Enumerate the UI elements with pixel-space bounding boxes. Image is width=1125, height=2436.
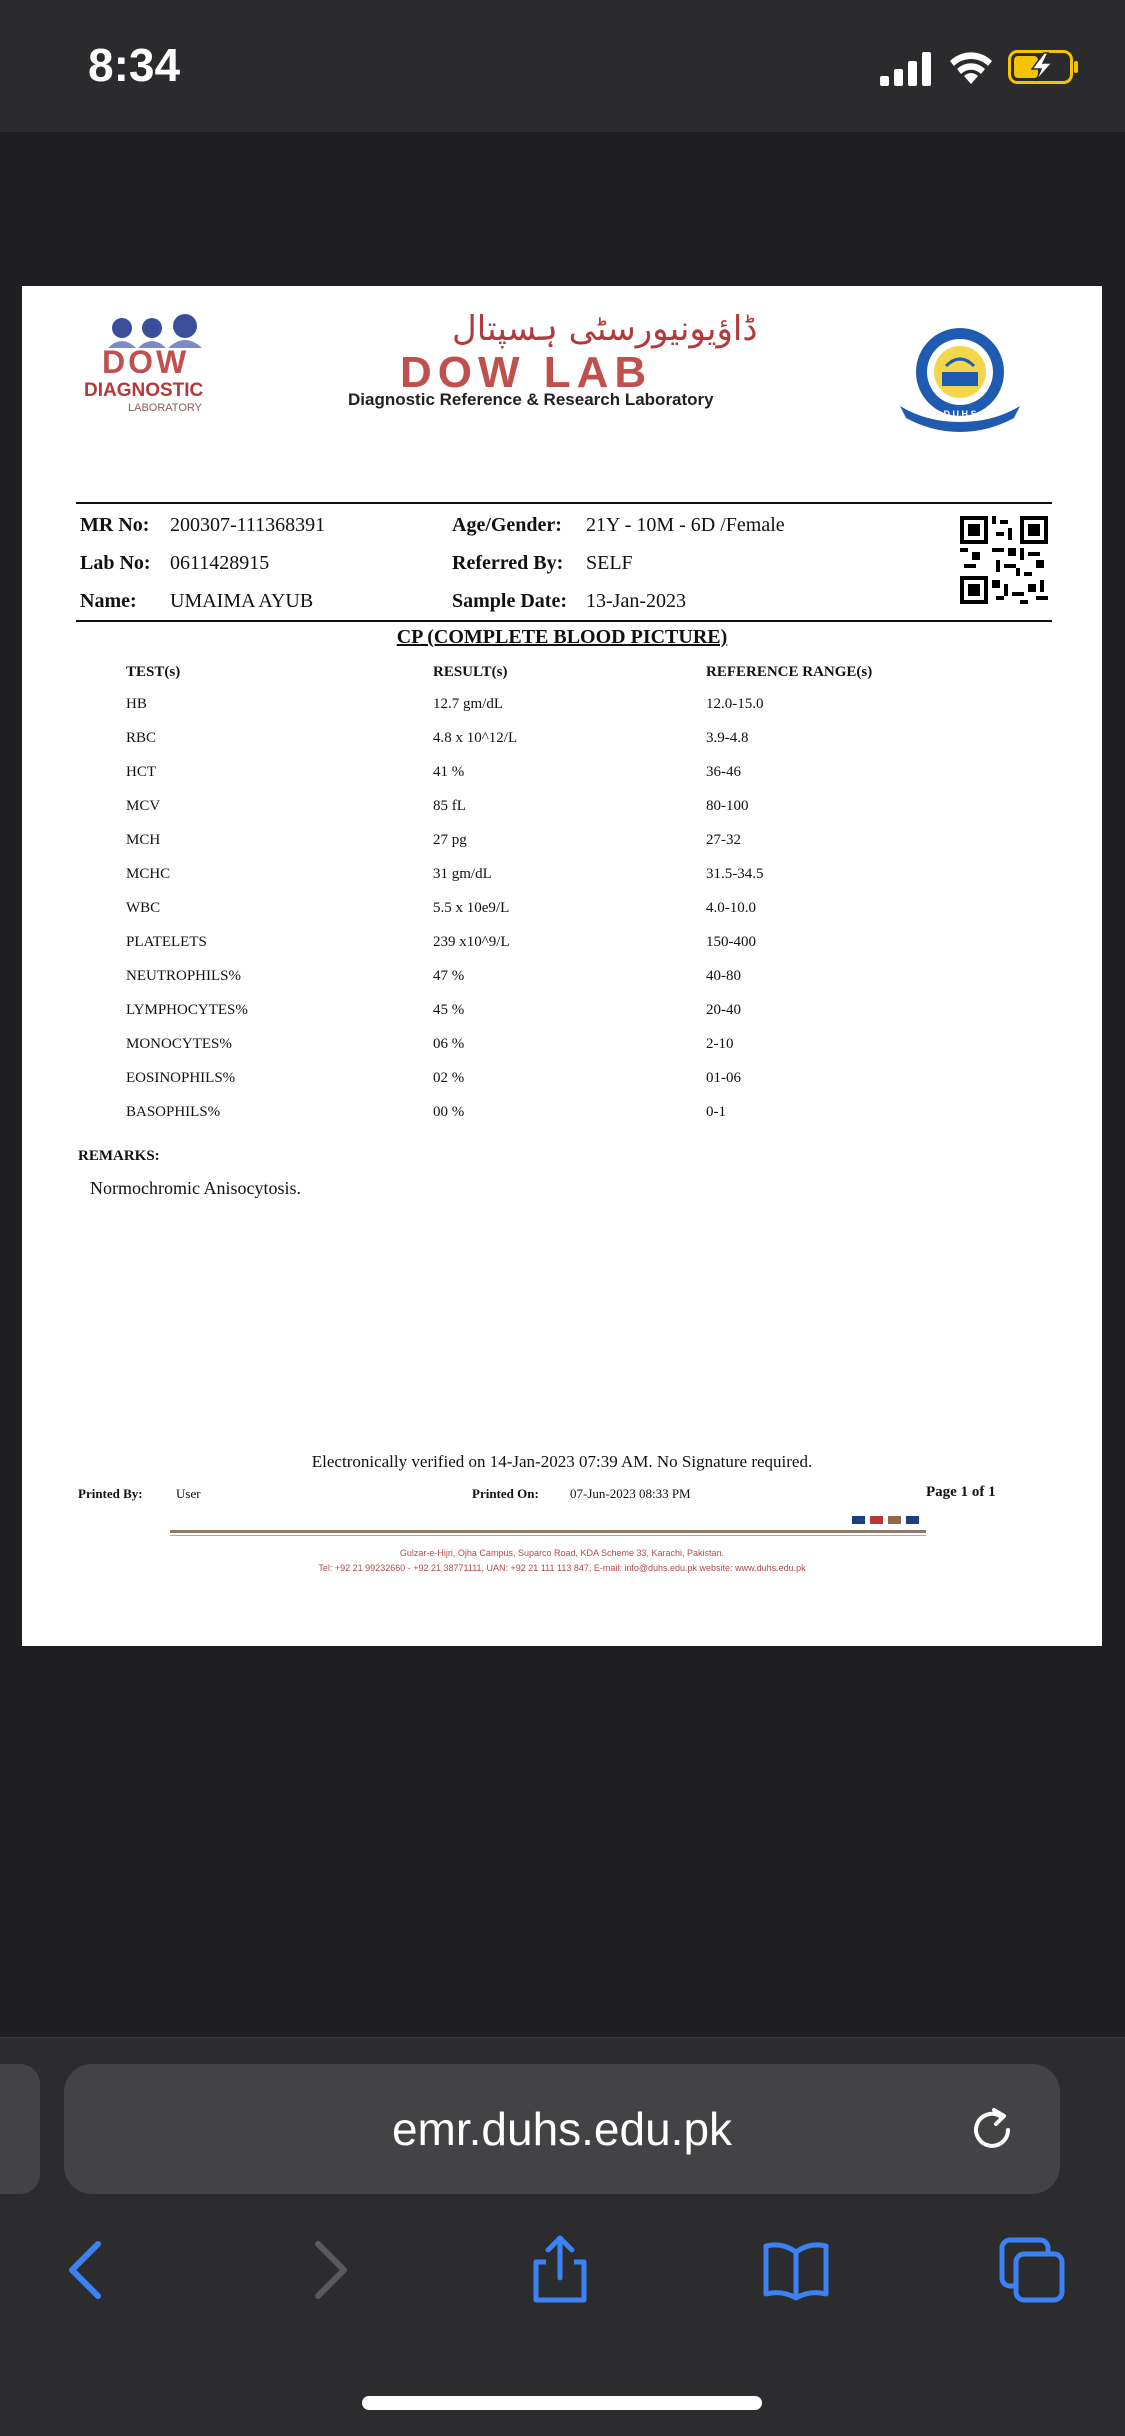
status-bar [0, 0, 1125, 132]
printed-by-label: Printed By: [78, 1486, 143, 1501]
lab-number: 0611428915 [170, 552, 270, 574]
previous-tab-peek[interactable] [0, 2064, 40, 2194]
test-result: 06 % [433, 1036, 465, 1052]
column-header-test: TEST(s) [126, 664, 181, 680]
tabs-icon[interactable] [996, 2234, 1068, 2306]
battery-charging-icon [1008, 50, 1080, 84]
test-name: BASOPHILS% [126, 1104, 221, 1120]
age-gender-value: 21Y - 10M - 6D /Female [586, 514, 785, 536]
test-range: 40-80 [706, 968, 741, 984]
test-range: 4.0-10.0 [706, 900, 756, 916]
mr-number: 200307-111368391 [170, 514, 326, 536]
seal-text: D.U.H.S [943, 409, 977, 419]
footer-address [22, 1546, 1102, 1576]
back-icon[interactable] [52, 2234, 124, 2306]
footer-square [888, 1516, 901, 1524]
status-time: 8:34 [88, 39, 181, 91]
test-result: 02 % [433, 1070, 465, 1086]
table-row [22, 968, 1102, 1002]
printed-on-label: Printed On: [472, 1486, 539, 1501]
test-range: 27-32 [706, 832, 741, 848]
table-row [22, 1002, 1102, 1036]
address-line: Gulzar-e-Hijri, Ojha Campus, Suparco Road, KDA Scheme 33, Karachi, Pakistan. [399, 1548, 725, 1558]
test-name: NEUTROPHILS% [126, 968, 241, 984]
wifi-icon [948, 48, 994, 86]
test-result: 5.5 x 10e9/L [433, 900, 510, 916]
test-range: 3.9-4.8 [706, 730, 749, 746]
footer-rule [170, 1530, 926, 1533]
table-row [22, 730, 1102, 764]
lab-report-page [22, 286, 1102, 1646]
column-header-range: REFERENCE RANGE(s) [706, 664, 873, 680]
test-range: 0-1 [706, 1104, 726, 1120]
table-row [22, 934, 1102, 968]
test-result: 239 x10^9/L [433, 934, 510, 950]
test-result: 00 % [433, 1104, 465, 1120]
table-row [22, 1070, 1102, 1104]
test-result: 47 % [433, 968, 465, 984]
test-name: MCV [126, 798, 161, 814]
footer-square [906, 1516, 919, 1524]
header-rule [76, 502, 1052, 504]
test-range: 12.0-15.0 [706, 696, 764, 712]
footer-square [852, 1516, 865, 1524]
test-name: LYMPHOCYTES% [126, 1002, 248, 1018]
logo-diagnostic-text: DIAGNOSTIC [84, 380, 204, 401]
table-row [22, 1104, 1102, 1138]
report-title: CP (COMPLETE BLOOD PICTURE) [396, 626, 728, 648]
home-indicator[interactable] [362, 2396, 762, 2410]
test-result: 45 % [433, 1002, 465, 1018]
age-gender-label: Age/Gender: [452, 514, 562, 536]
bookmarks-icon[interactable] [760, 2234, 832, 2306]
test-range: 01-06 [706, 1070, 741, 1086]
brand-subtitle: Diagnostic Reference & Research Laboratory [348, 390, 714, 409]
test-range: 80-100 [706, 798, 749, 814]
lab-label: Lab No: [80, 552, 151, 574]
test-name: HB [126, 696, 147, 712]
referred-by-label: Referred By: [452, 552, 564, 574]
share-icon[interactable] [524, 2234, 596, 2306]
mr-label: MR No: [80, 514, 150, 536]
footer-rule-thin [170, 1535, 926, 1536]
cellular-signal-icon [880, 52, 934, 86]
contact-line: Tel: +92 21 99232660 - +92 21 38771111, UAN: +92 21 111 113 847, E-mail: info@duhs.edu.pk website: www.duhs.edu.pk [318, 1563, 806, 1573]
table-row [22, 900, 1102, 934]
test-range: 31.5-34.5 [706, 866, 764, 882]
dow-diagnostic-logo [80, 314, 230, 424]
test-name: MCHC [126, 866, 171, 882]
test-result: 85 fL [433, 798, 466, 814]
test-name: HCT [126, 764, 156, 780]
printed-on-value: 07-Jun-2023 08:33 PM [570, 1486, 691, 1501]
name-label: Name: [80, 590, 137, 612]
logo-dow-text: DOW [102, 344, 190, 380]
qr-code [960, 516, 1048, 604]
printed-by-value: User [176, 1486, 201, 1501]
url-text[interactable]: emr.duhs.edu.pk [391, 2103, 733, 2155]
test-range: 2-10 [706, 1036, 734, 1052]
test-name: RBC [126, 730, 157, 746]
verification-note: Electronically verified on 14-Jan-2023 07:39 AM. No Signature required. [311, 1452, 813, 1471]
forward-icon[interactable] [292, 2234, 364, 2306]
test-result: 4.8 x 10^12/L [433, 730, 518, 746]
table-row [22, 696, 1102, 730]
test-name: WBC [126, 900, 161, 916]
patient-name: UMAIMA AYUB [170, 590, 314, 612]
remarks-label: REMARKS: [78, 1148, 160, 1164]
test-range: 150-400 [706, 934, 756, 950]
remarks-text: Normochromic Anisocytosis. [90, 1178, 301, 1198]
test-result: 27 pg [433, 832, 467, 848]
test-range: 36-46 [706, 764, 741, 780]
table-row [22, 764, 1102, 798]
urdu-title: ڈاؤیونیورسٹی ہسپتال [452, 309, 758, 349]
test-name: MONOCYTES% [126, 1036, 232, 1052]
browser-toolbar [0, 2037, 1125, 2436]
test-result: 12.7 gm/dL [433, 696, 503, 712]
test-name: PLATELETS [126, 934, 207, 950]
info-rule [76, 620, 1052, 622]
referred-by-value: SELF [586, 552, 633, 574]
test-name: EOSINOPHILS% [126, 1070, 236, 1086]
test-result: 31 gm/dL [433, 866, 492, 882]
table-row [22, 798, 1102, 832]
footer-square [870, 1516, 883, 1524]
table-row [22, 1036, 1102, 1070]
test-name: MCH [126, 832, 161, 848]
duhs-seal-logo [896, 314, 1024, 442]
brand-title: DOW LAB [400, 348, 653, 397]
table-row [22, 866, 1102, 900]
column-header-result: RESULT(s) [433, 664, 508, 680]
sample-date-value: 13-Jan-2023 [586, 590, 686, 612]
sample-date-label: Sample Date: [452, 590, 567, 612]
address-bar[interactable] [64, 2064, 1060, 2194]
reload-icon[interactable] [964, 2102, 1020, 2158]
page-number: Page 1 of 1 [926, 1484, 996, 1500]
test-range: 20-40 [706, 1002, 741, 1018]
test-result: 41 % [433, 764, 465, 780]
table-row [22, 832, 1102, 866]
logo-laboratory-text: LABORATORY [128, 402, 202, 414]
